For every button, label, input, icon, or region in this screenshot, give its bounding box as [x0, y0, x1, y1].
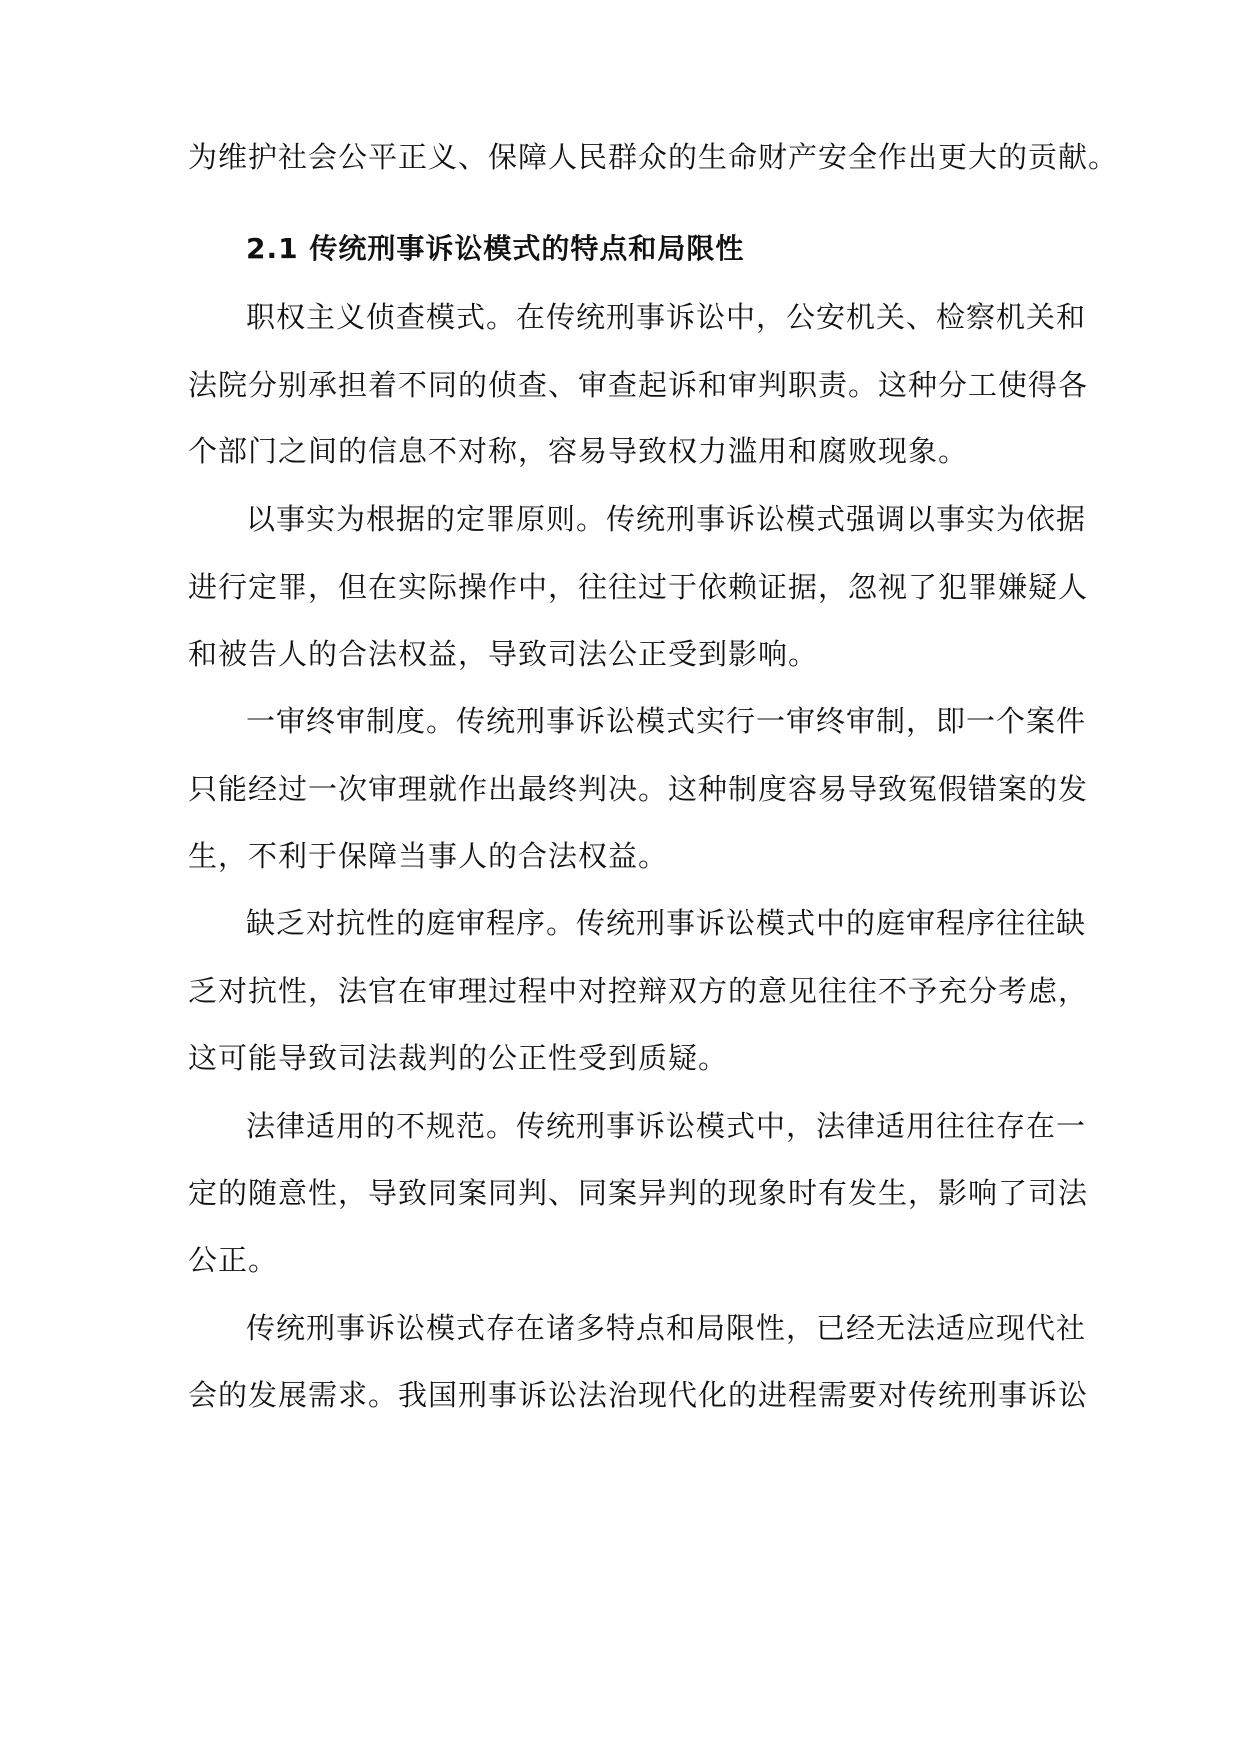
paragraph-first-line: 法律适用的不规范。传统刑事诉讼模式中，法律适用往往存在一: [246, 1109, 1087, 1143]
text-line: 只能经过一次审理就作出最终判决。这种制度容易导致冤假错案的发: [188, 772, 1089, 806]
paragraph-first-line: 一审终审制度。传统刑事诉讼模式实行一审终审制，即一个案件: [246, 704, 1087, 738]
text-line: 会的发展需求。我国刑事诉讼法治现代化的进程需要对传统刑事诉讼: [188, 1378, 1089, 1412]
text-line: 为维护社会公平正义、保障人民群众的生命财产安全作出更大的贡献。: [188, 140, 1119, 174]
text-line: 定的随意性，导致同案同判、同案异判的现象时有发生，影响了司法: [188, 1176, 1089, 1210]
paragraph-first-line: 传统刑事诉讼模式存在诸多特点和局限性，已经无法适应现代社: [246, 1311, 1087, 1345]
text-line: 个部门之间的信息不对称，容易导致权力滥用和腐败现象。: [188, 434, 969, 468]
section-heading: 2.1 传统刑事诉讼模式的特点和局限性: [246, 232, 745, 265]
text-line: 和被告人的合法权益，导致司法公正受到影响。: [188, 637, 819, 671]
text-line: 进行定罪，但在实际操作中，往往过于依赖证据，忽视了犯罪嫌疑人: [188, 570, 1089, 604]
text-line: 公正。: [188, 1243, 279, 1277]
paragraph-first-line: 缺乏对抗性的庭审程序。传统刑事诉讼模式中的庭审程序往往缺: [246, 906, 1087, 940]
text-line: 这可能导致司法裁判的公正性受到质疑。: [188, 1041, 729, 1075]
paragraph-first-line: 职权主义侦查模式。在传统刑事诉讼中，公安机关、检察机关和: [246, 300, 1087, 334]
text-line: 生，不利于保障当事人的合法权益。: [188, 839, 669, 873]
text-line: 法院分别承担着不同的侦查、审查起诉和审判职责。这种分工使得各: [188, 368, 1089, 402]
paragraph-first-line: 以事实为根据的定罪原则。传统刑事诉讼模式强调以事实为依据: [246, 502, 1087, 536]
text-line: 乏对抗性，法官在审理过程中对控辩双方的意见往往不予充分考虑，: [188, 974, 1089, 1008]
